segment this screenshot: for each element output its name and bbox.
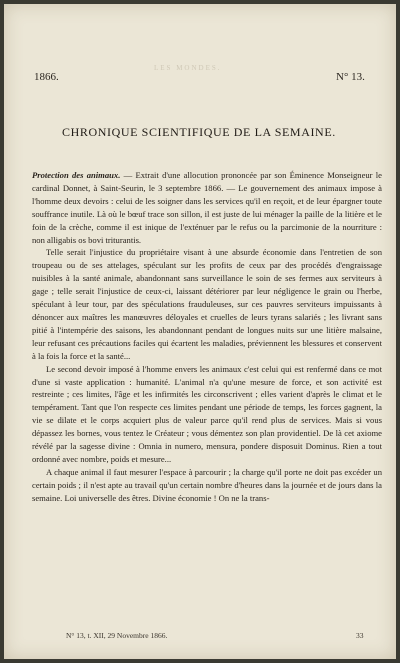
paragraph-text: Telle serait l'injustice du propriétaire visant à une absurde économie dans l'entretien de son troupeau ou de ses attelages, spéculant sur les profits de ceux par des procédés d'engraissage nuisibles à la santé animale, abandonnant sans surveillance le soin de ses fermes aux serviteurs à gage ; telle serait l'injustice de ceux-ci, laissant détériorer par leur négligence le grain ou l'herbe, spéculant à leur tour, par des spéculations frauduleuses, sur ces pauvres serviteurs impuissants à dénoncer aux maîtres les manœuvres déloyales et cruelles de leurs tyrans salariés ; les livrant sans pitié à l'intempérie des saisons, les abandonnant pendant de longues nuits sur une litière malsaine, leur refusant ces précautions faciles qui écartent les maladies, préviennent les blessures et conservent à la fois la force et la santé... xyxy=(32,247,382,361)
paragraph-text: A chaque animal il faut mesurer l'espace à parcourir ; la charge qu'il porte ne doit pas excéder un certain poids ; il n'est apte au travail qu'un certain nombre d'heures dans la journée et de jours dans la semaine. Loi universelle des êtres. Divine économie ! On ne la trans- xyxy=(32,466,382,503)
show-through-header: LES MONDES. xyxy=(154,64,222,72)
paragraph-text: Le second devoir imposé à l'homme envers les animaux c'est celui qui est renfermé dans ce mot d'une si vaste application : humanité. L'animal n'a qu'une mesure de force, et son activité est restreinte ; ces limites, l'âge et les infirmités les circonscrivent ; elles varient d'après le climat et le tempérament. Tant que l'on respecte ces limites pendant une période de temps, les forces gagnent, la vie se dilate et le corps acquiert plus de valeur parce qu'il rend plus de services. Mais si vous dépassez les bornes, vous tentez le Créateur ; vous démentez son plan providentiel. De là cet axiome révélé par la sagesse divine : Omnia in numero, mensura, pondere disposuit Dominus. Rien a tout ordonné avec nombre, poids et mesure... xyxy=(32,363,382,464)
paragraph-lead: Protection des animaux. xyxy=(32,170,121,180)
footer-issue: N° 13, t. XII, 29 Novembre 1866. xyxy=(66,631,168,640)
paragraph xyxy=(32,363,382,466)
paragraph xyxy=(32,246,382,362)
header-year: 1866. xyxy=(34,71,59,83)
header-number: N° 13. xyxy=(336,71,365,83)
paragraph xyxy=(32,169,382,246)
paragraph xyxy=(32,466,382,505)
footer-page-number: 33 xyxy=(356,631,364,640)
page-title: CHRONIQUE SCIENTIFIQUE DE LA SEMAINE. xyxy=(62,125,336,139)
document-page xyxy=(4,4,396,659)
article-body xyxy=(32,169,382,505)
paragraph-text: — Extrait d'une allocution prononcée par son Éminence Monseigneur le cardinal Donnet, à Saint-Seurin, le 3 septembre 1866. — Le gouvernement des animaux impose à l'homme deux devoirs : celui de les soigner dans les services qu'il en reçoit, et de leur épargner toute souffrance inutile. Là où le bœuf trace son sillon, il est juste de lui ménager la paille de la litière et le foin de la crèche, comme il est inique de l'exténuer par le refus ou la parcimonie de la nourriture : non alligabis os bovi triturantis. xyxy=(32,170,382,245)
